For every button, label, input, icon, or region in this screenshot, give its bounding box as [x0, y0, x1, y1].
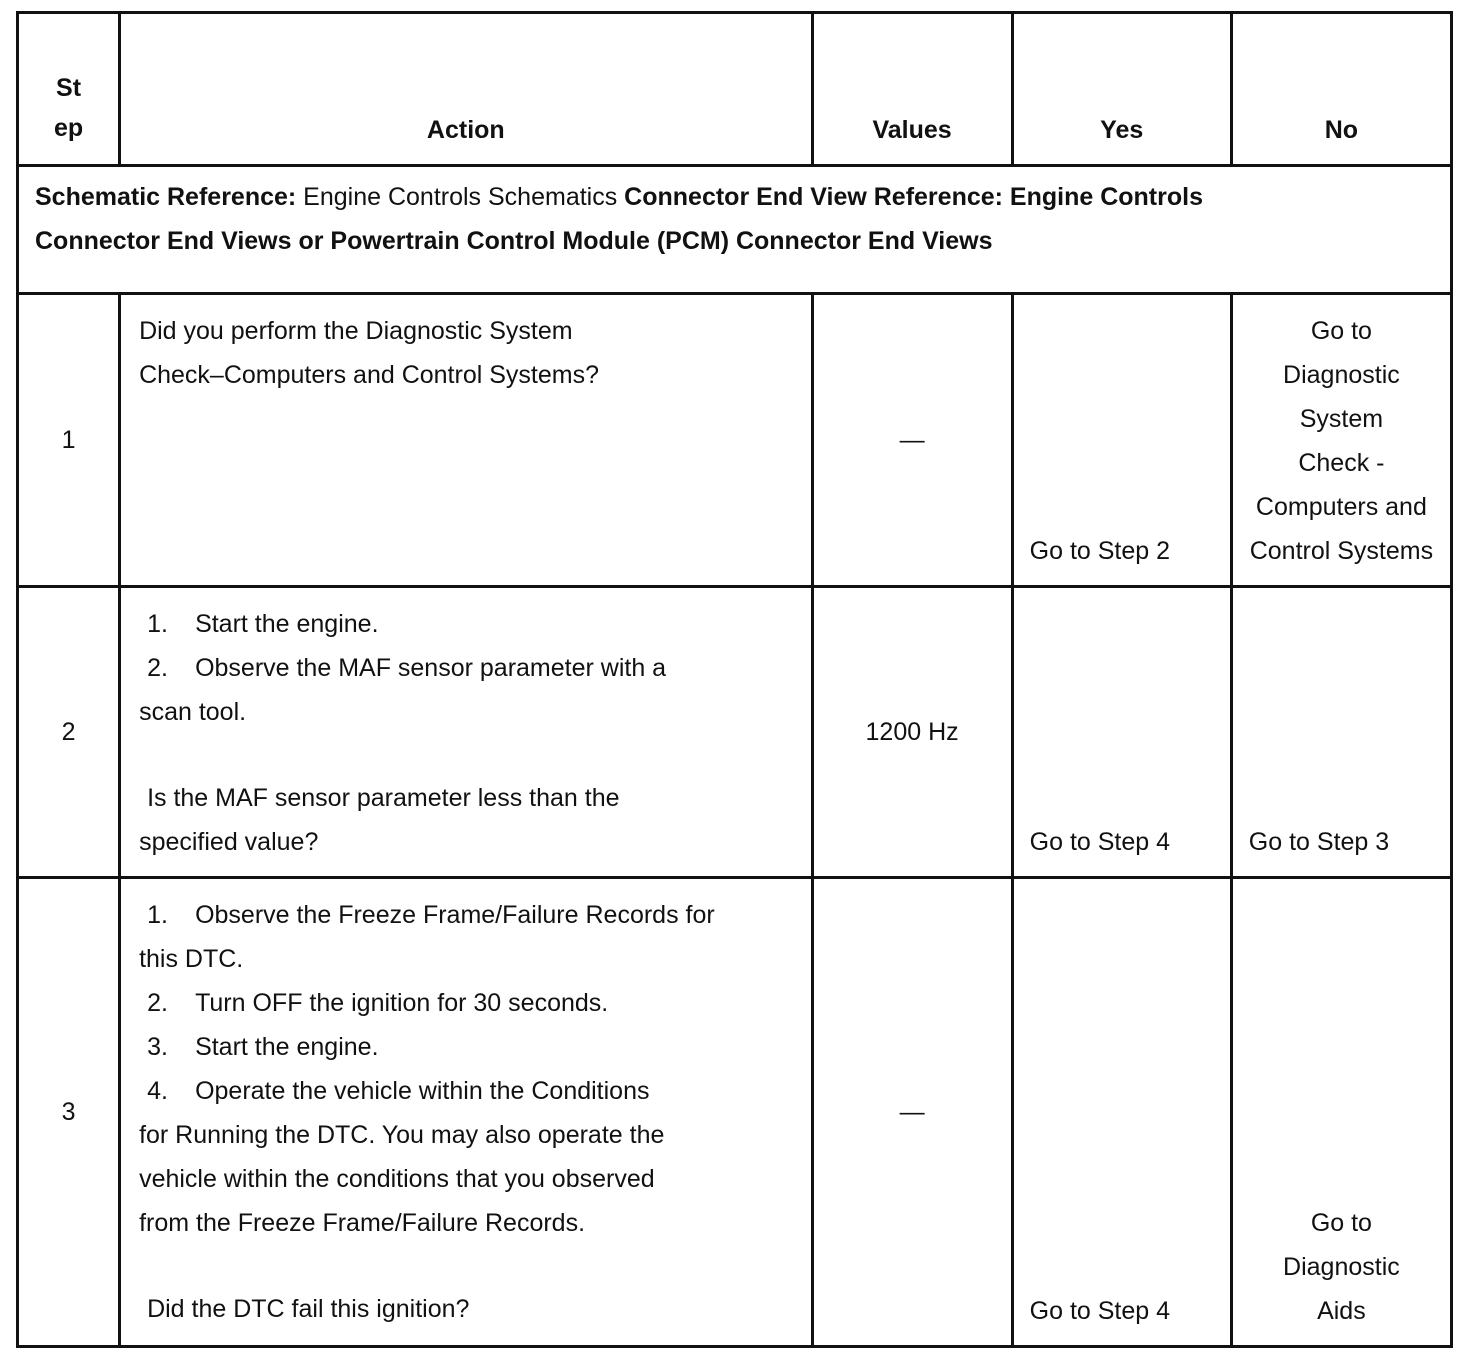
yes-link[interactable]: Go to Step 4 [1012, 878, 1231, 1347]
value-cell: 1200 Hz [812, 587, 1012, 878]
schematic-reference-value: Engine Controls Schematics [296, 183, 625, 211]
question-text: Did the DTC fail this ignition? [147, 1295, 470, 1323]
header-row [18, 13, 1452, 166]
header-step: St ep [18, 13, 120, 166]
no-link[interactable]: Go to Diagnostic Aids [1231, 878, 1451, 1347]
table-row [18, 294, 1452, 587]
step-number: 3 [18, 878, 120, 1347]
header-values: Values [812, 13, 1012, 166]
action-text: 1. Observe the Freeze Frame/Failure Records for this DTC. 2. Turn OFF the ignition for 30 seconds. 3. Start the engine. 4. Operate the vehicle within the Conditions for Running the DTC. You may also operate the vehicle within the conditions that you observed from the Freeze Frame/Failure Records. Did the DTC fail this ignition? [120, 878, 812, 1347]
connector-reference-label: Connector End View Reference: Engine Controls [624, 183, 1203, 211]
table-row [18, 878, 1452, 1347]
step-number: 1 [18, 294, 120, 587]
schematic-reference-label: Schematic Reference: [35, 183, 297, 211]
yes-link[interactable]: Go to Step 4 [1012, 587, 1231, 878]
header-yes: Yes [1012, 13, 1231, 166]
action-text: 1. Start the engine. 2. Observe the MAF sensor parameter with a scan tool. Is the MAF sensor parameter less than the specified value? [120, 587, 812, 878]
no-link[interactable]: Go to Diagnostic System Check - Computers and Control Systems [1231, 294, 1451, 587]
reference-row [18, 166, 1452, 294]
connector-reference-value: Connector End Views or Powertrain Control Module (PCM) Connector End Views [35, 227, 993, 255]
reference-cell [18, 166, 1452, 294]
step-number: 2 [18, 587, 120, 878]
table-row [18, 587, 1452, 878]
yes-link[interactable]: Go to Step 2 [1012, 294, 1231, 587]
diagnostic-table [16, 11, 1453, 1348]
value-cell: — [812, 294, 1012, 587]
no-link[interactable]: Go to Step 3 [1231, 587, 1451, 878]
value-cell: — [812, 878, 1012, 1347]
action-text: Did you perform the Diagnostic System Check–Computers and Control Systems? [120, 294, 812, 587]
header-no: No [1231, 13, 1451, 166]
question-text: Is the MAF sensor parameter less than the [147, 784, 620, 812]
header-action: Action [120, 13, 812, 166]
